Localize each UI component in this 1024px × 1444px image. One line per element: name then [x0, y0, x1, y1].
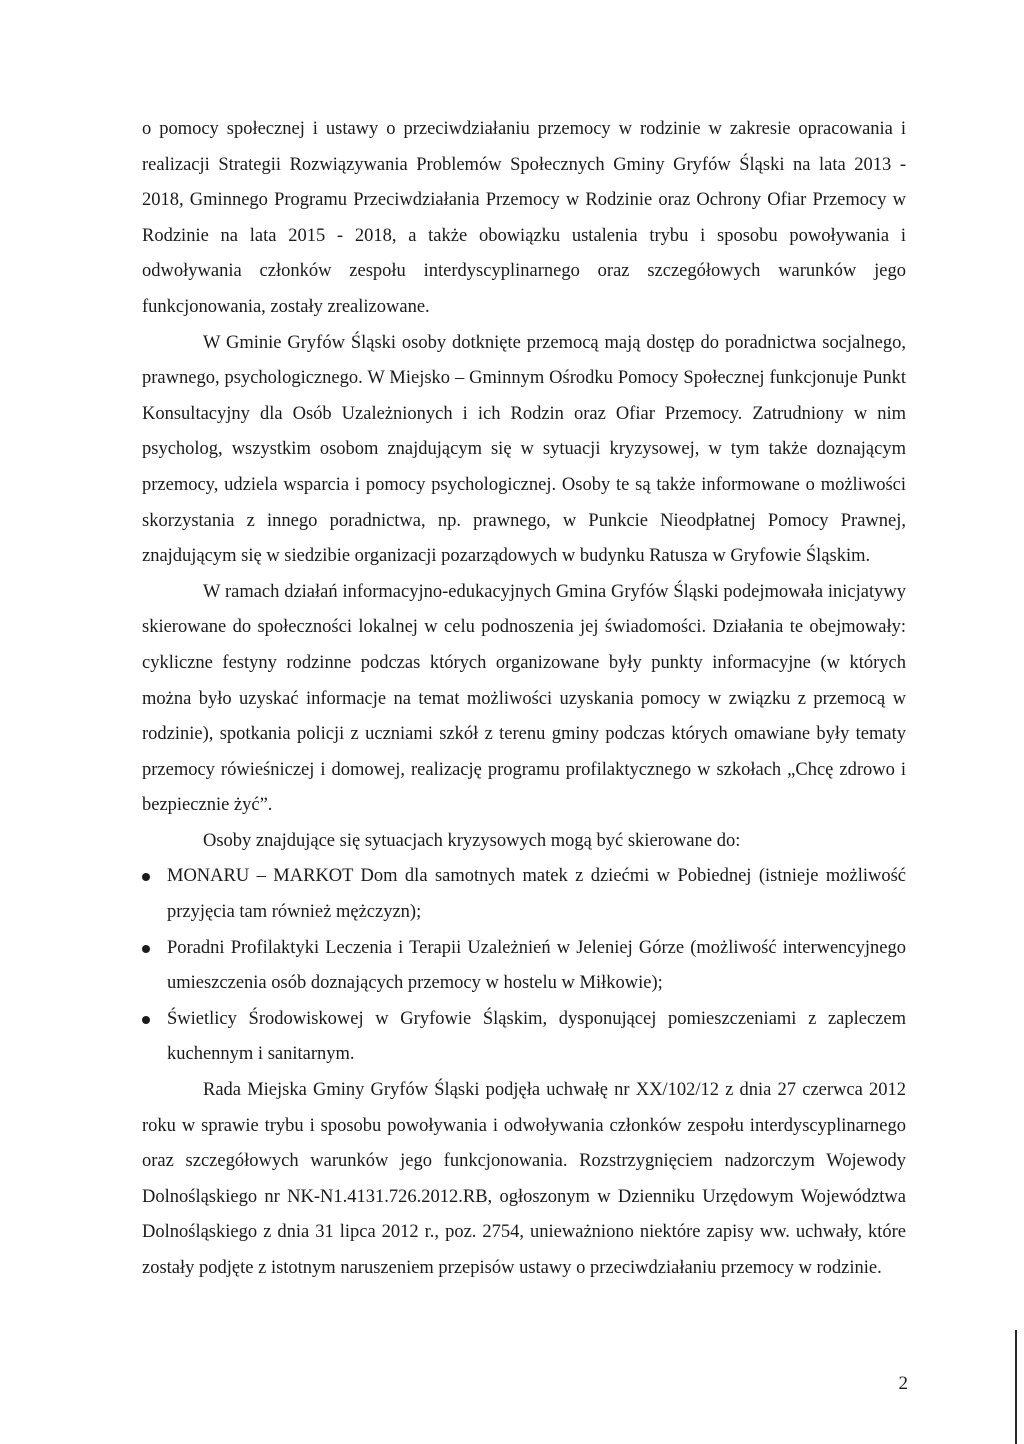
page-number: 2	[898, 1373, 908, 1394]
list-item-text: MONARU – MARKOT Dom dla samotnych matek z dziećmi w Pobiednej (istnieje możliwość przyjęcia tam również mężczyzn);	[167, 866, 906, 923]
document-body	[142, 112, 906, 1287]
list-item	[142, 931, 906, 1002]
paragraph-council-resolution: Rada Miejska Gminy Gryfów Śląski podjęła uchwałę nr XX/102/12 z dnia 27 czerwca 2012 roku w sprawie trybu i sposobu powoływania i odwoływania członków zespołu interdyscyplinarnego oraz szczegółowych warunków jego funkcjonowania. Rozstrzygnięciem nadzorczym Wojewody Dolnośląskiego nr NK-N1.4131.726.2012.RB, ogłoszonym w Dzienniku Urzędowym Województwa Dolnośląskiego z dnia 31 lipca 2012 r., poz. 2754, unieważniono niektóre zapisy ww. uchwały, które zostały podjęte z istotnym naruszeniem przepisów ustawy o przeciwdziałaniu przemocy w rodzinie.	[142, 1080, 906, 1278]
scan-edge-divider	[1015, 1330, 1017, 1444]
bullet-icon	[142, 873, 150, 881]
bullet-icon	[142, 945, 150, 953]
paragraph-information-activities: W ramach działań informacyjno-edukacyjnych Gmina Gryfów Śląski podejmowała inicjatywy skierowane do społeczności lokalnej w celu podnoszenia jej świadomości. Działania te obejmowały: cykliczne festyny rodzinne podczas których organizowane były punkty informacyjne (w których można było uzyskać informacje na temat możliwości uzyskania pomocy w związku z przemocą w rodzinie), spotkania policji z uczniami szkół z terenu gminy podczas których omawiane były tematy przemocy rówieśniczej i domowej, realizację programu profilaktycznego w szkołach „Chcę zdrowo i bezpiecznie żyć”.	[142, 581, 906, 816]
paragraph-counseling-access: W Gminie Gryfów Śląski osoby dotknięte przemocą mają dostęp do poradnictwa socjalnego, prawnego, psychologicznego. W Miejsko – Gminnym Ośrodku Pomocy Społecznej funkcjonuje Punkt Konsultacyjny dla Osób Uzależnionych i ich Rodzin oraz Ofiar Przemocy. Zatrudniony w nim psycholog, wszystkim osobom znajdującym się w sytuacji kryzysowej, w tym także doznającym przemocy, udziela wsparcia i pomocy psychologicznej. Osoby te są także informowane o możliwości skorzystania z innego poradnictwa, np. prawnego, w Punkcie Nieodpłatnej Pomocy Prawnej, znajdującym się w siedzibie organizacji pozarządowych w budynku Ratusza w Gryfowie Śląskim.	[142, 332, 906, 567]
list-item	[142, 1002, 906, 1073]
bullet-icon	[142, 1016, 150, 1024]
list-item-text: Świetlicy Środowiskowej w Gryfowie Śląskim, dysponującej pomieszczeniami z zapleczem kuchennym i sanitarnym.	[167, 1008, 906, 1065]
paragraph-referral-intro: Osoby znajdujące się sytuacjach kryzysowych mogą być skierowane do:	[203, 830, 741, 851]
paragraph-continuation: o pomocy społecznej i ustawy o przeciwdziałaniu przemocy w rodzinie w zakresie opracowania i realizacji Strategii Rozwiązywania Problemów Społecznych Gminy Gryfów Śląski na lata 2013 - 2018, Gminnego Programu Przeciwdziałania Przemocy w Rodzinie oraz Ochrony Ofiar Przemocy w Rodzinie na lata 2015 - 2018, a także obowiązku ustalenia trybu i sposobu powoływania i odwoływania członków zespołu interdyscyplinarnego oraz szczegółowych warunków jego funkcjonowania, zostały zrealizowane.	[142, 119, 906, 317]
list-item	[142, 859, 906, 930]
referral-list	[142, 859, 906, 1073]
list-item-text: Poradni Profilaktyki Leczenia i Terapii Uzależnień w Jeleniej Górze (możliwość interwencyjnego umieszczenia osób doznających przemocy w hostelu w Miłkowie);	[167, 937, 906, 994]
